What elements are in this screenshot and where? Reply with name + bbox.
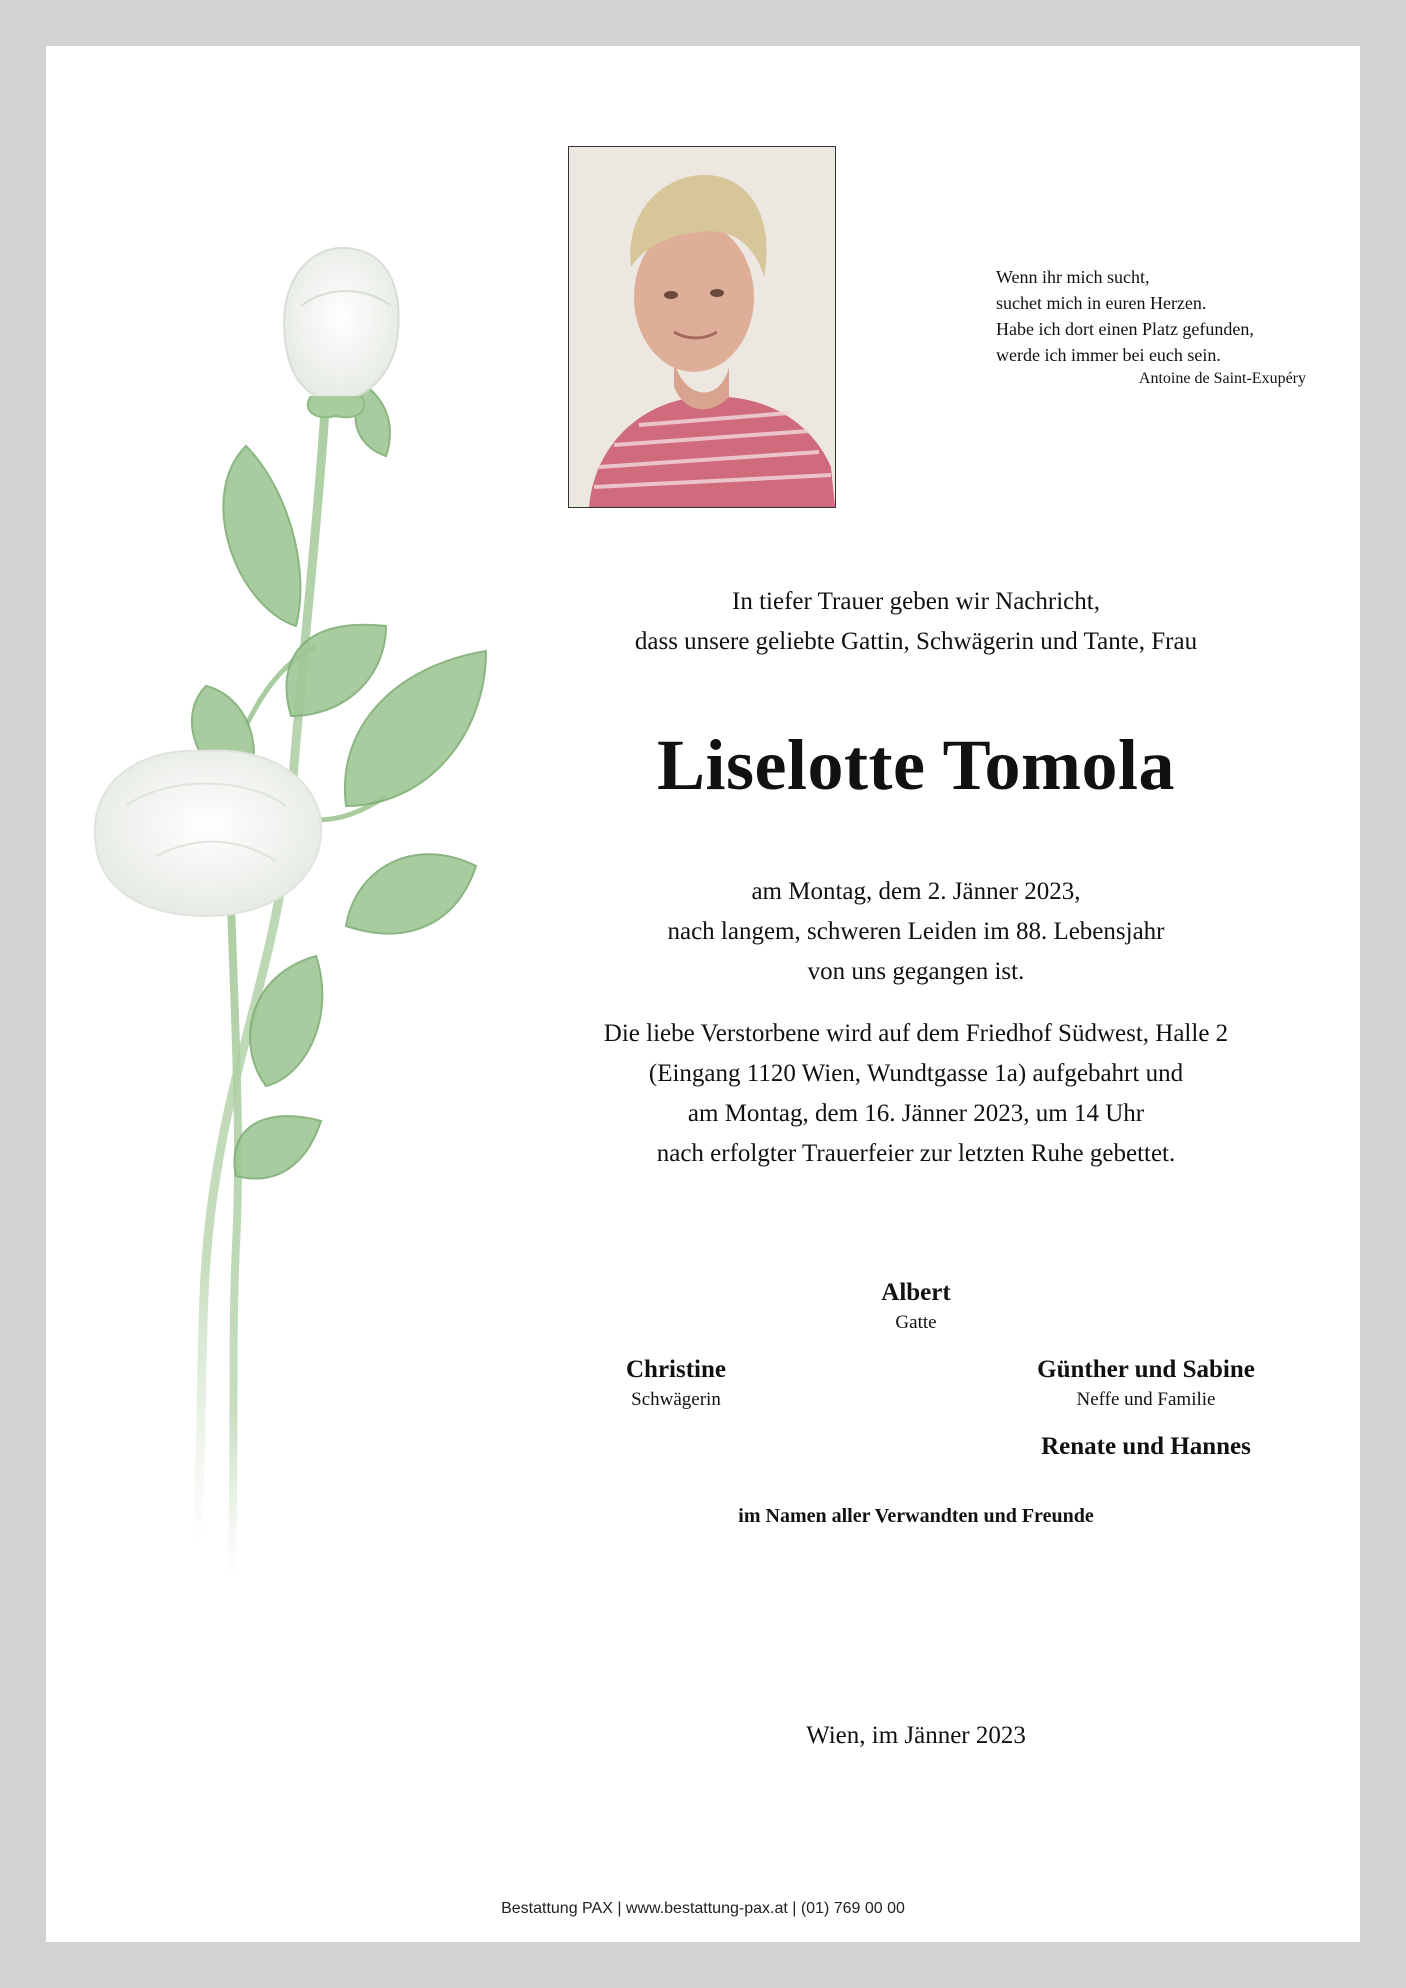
quote-line: Habe ich dort einen Platz gefunden,	[996, 319, 1254, 339]
signoff: im Namen aller Verwandten und Freunde	[738, 1505, 1094, 1527]
announcement-intro	[516, 582, 1316, 662]
intro-line: dass unsere geliebte Gattin, Schwägerin und Tante, Frau	[634, 628, 1198, 655]
mourner-renate	[976, 1430, 1316, 1464]
footer-contact: Bestattung PAX | www.bestattung-pax.at | (01) 769 00 00	[501, 1900, 905, 1917]
burial-details	[516, 1014, 1316, 1174]
passing-line: am Montag, dem 2. Jänner 2023,	[751, 878, 1081, 905]
burial-line: nach erfolgter Trauerfeier zur letzten Ruhe gebettet.	[656, 1140, 1176, 1167]
quote-author: Antoine de Saint-Exupéry	[1138, 370, 1306, 387]
quote-line: werde ich immer bei euch sein.	[996, 345, 1221, 365]
mourner-relation: Gatte	[895, 1312, 937, 1333]
white-rose-illustration	[86, 246, 526, 1746]
passing-text	[516, 872, 1316, 992]
burial-line: (Eingang 1120 Wien, Wundtgasse 1a) aufgebahrt und	[648, 1060, 1184, 1087]
mourner-christine	[526, 1353, 826, 1413]
mourner-name: Günther und Sabine	[1037, 1356, 1255, 1383]
place-date: Wien, im Jänner 2023	[806, 1722, 1026, 1749]
quote-line: suchet mich in euren Herzen.	[996, 293, 1207, 313]
mourner-guenther	[976, 1353, 1316, 1413]
portrait-photo	[568, 146, 836, 508]
memorial-quote	[996, 264, 1316, 390]
obituary-sheet	[46, 46, 1360, 1942]
mourner-relation: Schwägerin	[631, 1389, 721, 1410]
mourner-name: Renate und Hannes	[1041, 1433, 1251, 1460]
quote-line: Wenn ihr mich sucht,	[996, 267, 1150, 287]
passing-line: nach langem, schweren Leiden im 88. Lebensjahr	[667, 918, 1165, 945]
mourner-name: Albert	[881, 1279, 951, 1306]
rose-bud	[284, 248, 398, 417]
mourner-albert	[766, 1276, 1066, 1336]
passing-line: von uns gegangen ist.	[807, 958, 1025, 985]
intro-line: In tiefer Trauer geben wir Nachricht,	[732, 588, 1100, 615]
mourner-relation: Neffe und Familie	[1076, 1389, 1216, 1410]
burial-line: Die liebe Verstorbene wird auf dem Friedhof Südwest, Halle 2	[603, 1020, 1229, 1047]
rose-bloom	[95, 751, 322, 916]
mourner-name: Christine	[626, 1356, 726, 1383]
burial-line: am Montag, dem 16. Jänner 2023, um 14 Uhr	[687, 1100, 1145, 1127]
deceased-name: Liselotte Tomola	[656, 725, 1175, 805]
